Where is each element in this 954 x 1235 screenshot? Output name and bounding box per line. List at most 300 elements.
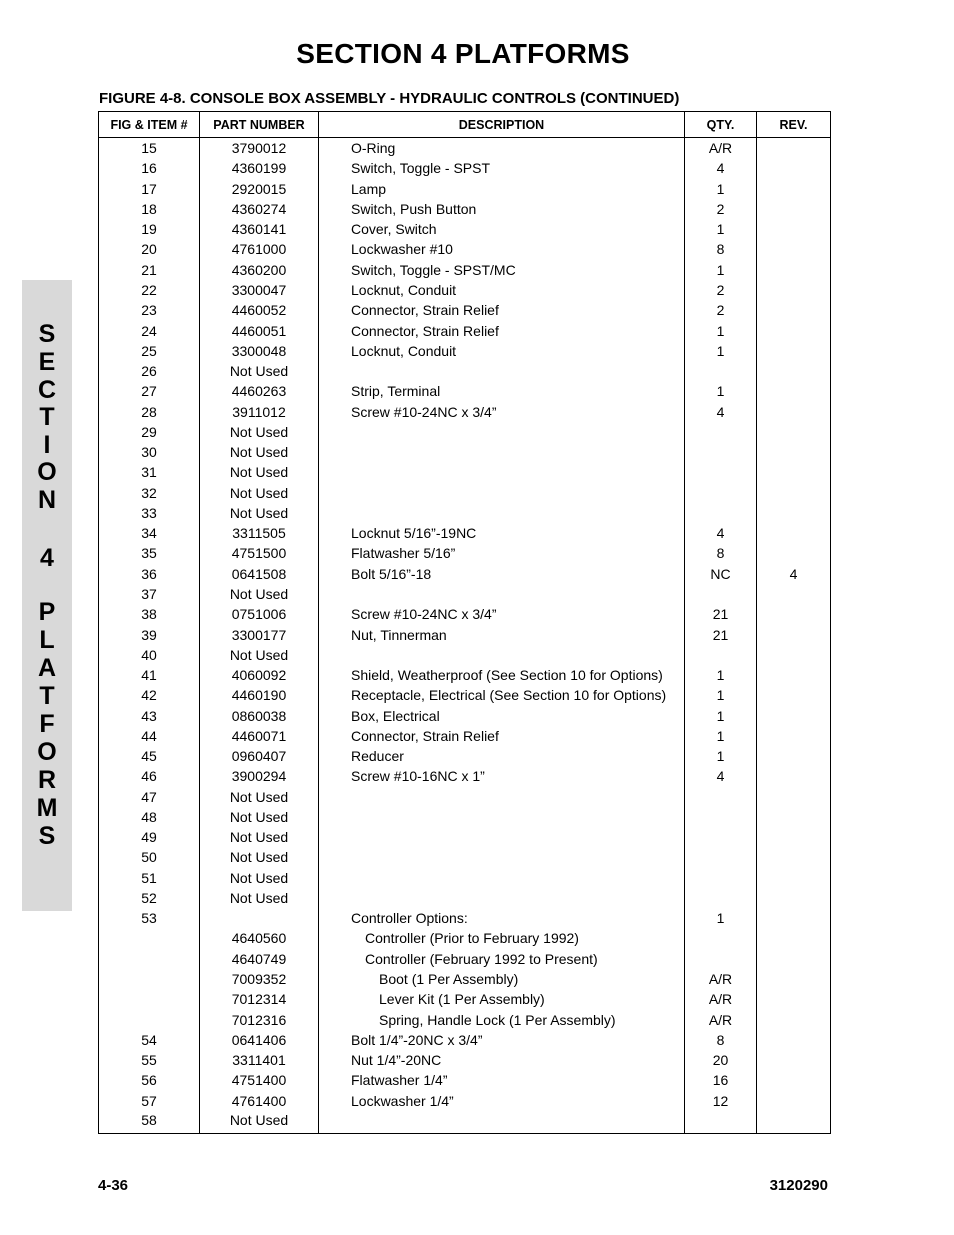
cell-description [319,888,685,908]
cell-fig-item: 58 [99,1111,200,1134]
cell-qty: A/R [685,989,757,1009]
cell-rev [757,138,831,159]
cell-qty: 1 [685,665,757,685]
cell-rev [757,422,831,442]
cell-description [319,868,685,888]
cell-rev [757,179,831,199]
cell-part-number: 4761400 [200,1090,319,1110]
cell-part-number: 7009352 [200,969,319,989]
cell-fig-item: 57 [99,1090,200,1110]
cell-part-number: 4460051 [200,320,319,340]
cell-description: Nut, Tinnerman [319,624,685,644]
cell-rev [757,584,831,604]
cell-rev [757,1090,831,1110]
cell-part-number: 0641406 [200,1030,319,1050]
cell-rev [757,483,831,503]
cell-rev [757,158,831,178]
cell-qty: 1 [685,179,757,199]
cell-qty: 4 [685,766,757,786]
header-description: DESCRIPTION [319,112,685,138]
cell-description: Screw #10-24NC x 3/4” [319,401,685,421]
cell-part-number: Not Used [200,787,319,807]
cell-description [319,847,685,867]
cell-qty: 1 [685,341,757,361]
cell-fig-item: 39 [99,624,200,644]
table-row [99,624,831,644]
cell-part-number: Not Used [200,442,319,462]
cell-fig-item [99,989,200,1009]
cell-qty: 1 [685,685,757,705]
cell-rev [757,401,831,421]
cell-fig-item: 24 [99,320,200,340]
cell-qty: 21 [685,624,757,644]
cell-description: Screw #10-24NC x 3/4” [319,604,685,624]
cell-part-number: Not Used [200,645,319,665]
cell-description: Screw #10-16NC x 1” [319,766,685,786]
cell-description: Flatwasher 1/4” [319,1070,685,1090]
cell-part-number: Not Used [200,807,319,827]
cell-qty: 1 [685,381,757,401]
cell-qty [685,928,757,948]
cell-fig-item: 16 [99,158,200,178]
cell-part-number: 4360274 [200,199,319,219]
table-row [99,320,831,340]
cell-part-number: 0641508 [200,564,319,584]
cell-description: Lamp [319,179,685,199]
cell-rev [757,807,831,827]
table-row [99,1030,831,1050]
table-row [99,179,831,199]
cell-part-number: 4761000 [200,239,319,259]
cell-part-number: 3911012 [200,401,319,421]
cell-part-number: 4460190 [200,685,319,705]
cell-rev [757,847,831,867]
side-tab-letter: N [37,486,57,514]
table-row [99,1009,831,1029]
cell-part-number: 7012314 [200,989,319,1009]
cell-fig-item: 44 [99,726,200,746]
cell-qty: 2 [685,300,757,320]
cell-fig-item: 35 [99,543,200,563]
cell-description: Controller (Prior to February 1992) [319,928,685,948]
cell-rev [757,523,831,543]
cell-qty [685,361,757,381]
cell-qty: 8 [685,543,757,563]
cell-fig-item: 53 [99,908,200,928]
cell-qty: 1 [685,260,757,280]
cell-description: Lever Kit (1 Per Assembly) [319,989,685,1009]
side-tab-letter: P [38,598,56,626]
cell-description: O-Ring [319,138,685,159]
cell-qty [685,827,757,847]
cell-description [319,361,685,381]
table-row [99,665,831,685]
side-tab-letter: T [39,403,55,431]
side-tab-letter: S [38,320,56,348]
table-row [99,1090,831,1110]
cell-description [319,462,685,482]
cell-rev [757,604,831,624]
table-row [99,604,831,624]
table-row [99,787,831,807]
header-qty: QTY. [685,112,757,138]
cell-rev [757,827,831,847]
cell-fig-item: 28 [99,401,200,421]
cell-fig-item: 26 [99,361,200,381]
side-tab-letter: 4 [40,544,54,572]
table-row [99,239,831,259]
cell-description [319,807,685,827]
cell-fig-item: 43 [99,705,200,725]
cell-qty [685,807,757,827]
cell-fig-item: 21 [99,260,200,280]
table-row [99,543,831,563]
cell-part-number: 4360200 [200,260,319,280]
cell-fig-item: 25 [99,341,200,361]
cell-rev [757,665,831,685]
cell-qty: 2 [685,280,757,300]
cell-rev [757,888,831,908]
cell-rev [757,503,831,523]
cell-description [319,787,685,807]
cell-qty: 4 [685,523,757,543]
cell-qty [685,422,757,442]
header-fig-item: FIG & ITEM # [99,112,200,138]
table-row [99,138,831,159]
table-row [99,705,831,725]
table-row [99,888,831,908]
figure-title: FIGURE 4-8. CONSOLE BOX ASSEMBLY - HYDRAULIC CONTROLS (CONTINUED) [99,90,680,107]
side-tab-letter: F [39,710,55,738]
cell-fig-item: 38 [99,604,200,624]
cell-part-number: 3300048 [200,341,319,361]
cell-rev [757,1030,831,1050]
cell-qty: 1 [685,219,757,239]
cell-qty [685,442,757,462]
cell-description [319,827,685,847]
cell-rev [757,361,831,381]
cell-qty [685,787,757,807]
cell-part-number: 4640749 [200,949,319,969]
side-tab-letter: A [37,654,57,682]
cell-fig-item: 48 [99,807,200,827]
cell-part-number: 3311505 [200,523,319,543]
cell-fig-item: 17 [99,179,200,199]
cell-part-number: Not Used [200,483,319,503]
cell-rev [757,624,831,644]
cell-part-number: Not Used [200,422,319,442]
table-row [99,989,831,1009]
cell-rev [757,239,831,259]
cell-qty [685,888,757,908]
cell-part-number: 4360141 [200,219,319,239]
cell-fig-item: 23 [99,300,200,320]
table-row [99,746,831,766]
cell-fig-item: 41 [99,665,200,685]
side-tab-letter: O [37,458,57,486]
cell-qty [685,949,757,969]
cell-part-number [200,908,319,928]
cell-description: Bolt 1/4”-20NC x 3/4” [319,1030,685,1050]
cell-fig-item: 50 [99,847,200,867]
table-row [99,726,831,746]
cell-fig-item: 34 [99,523,200,543]
cell-part-number: Not Used [200,1111,319,1134]
table-row [99,564,831,584]
cell-part-number: 3300047 [200,280,319,300]
cell-part-number: Not Used [200,868,319,888]
cell-part-number: Not Used [200,503,319,523]
cell-fig-item: 22 [99,280,200,300]
cell-description: Locknut, Conduit [319,341,685,361]
table-row [99,199,831,219]
cell-fig-item [99,928,200,948]
cell-fig-item: 46 [99,766,200,786]
cell-description [319,442,685,462]
cell-part-number: 0860038 [200,705,319,725]
cell-part-number: 3311401 [200,1050,319,1070]
table-row [99,685,831,705]
cell-fig-item: 47 [99,787,200,807]
cell-part-number: 0960407 [200,746,319,766]
cell-description: Switch, Push Button [319,199,685,219]
cell-fig-item: 32 [99,483,200,503]
cell-description: Spring, Handle Lock (1 Per Assembly) [319,1009,685,1029]
cell-fig-item: 42 [99,685,200,705]
table-row [99,280,831,300]
cell-part-number: 4460263 [200,381,319,401]
cell-rev [757,300,831,320]
table-row [99,300,831,320]
cell-rev [757,462,831,482]
cell-qty: 20 [685,1050,757,1070]
cell-part-number: 2920015 [200,179,319,199]
table-row [99,1050,831,1070]
cell-description: Reducer [319,746,685,766]
cell-part-number: 3790012 [200,138,319,159]
table-row [99,847,831,867]
cell-rev [757,381,831,401]
table-row [99,1111,831,1134]
table-row [99,462,831,482]
table-row [99,361,831,381]
table-row [99,928,831,948]
cell-fig-item: 33 [99,503,200,523]
cell-part-number: Not Used [200,827,319,847]
cell-qty: 16 [685,1070,757,1090]
cell-qty: 4 [685,158,757,178]
cell-rev [757,219,831,239]
table-row [99,158,831,178]
cell-part-number: 4460071 [200,726,319,746]
cell-rev [757,969,831,989]
cell-description: Switch, Toggle - SPST/MC [319,260,685,280]
side-tab-letter: R [37,766,57,794]
cell-rev [757,726,831,746]
cell-rev [757,1050,831,1070]
cell-description: Lockwasher #10 [319,239,685,259]
side-tab-letter: L [39,626,55,654]
cell-fig-item: 20 [99,239,200,259]
cell-qty: 1 [685,746,757,766]
side-tab-letter: M [36,794,58,822]
cell-rev [757,949,831,969]
document-number: 3120290 [769,1177,828,1194]
cell-part-number: 4460052 [200,300,319,320]
cell-qty: 1 [685,705,757,725]
side-tab-letter: T [39,682,55,710]
cell-fig-item: 37 [99,584,200,604]
cell-description: Shield, Weatherproof (See Section 10 for Options) [319,665,685,685]
cell-fig-item [99,969,200,989]
cell-description [319,645,685,665]
cell-description: Connector, Strain Relief [319,726,685,746]
cell-description: Controller (February 1992 to Present) [319,949,685,969]
cell-qty: 8 [685,239,757,259]
table-row [99,401,831,421]
cell-fig-item: 27 [99,381,200,401]
cell-description: Lockwasher 1/4” [319,1090,685,1110]
cell-rev [757,787,831,807]
cell-description: Strip, Terminal [319,381,685,401]
cell-fig-item: 19 [99,219,200,239]
cell-part-number: 4360199 [200,158,319,178]
table-row [99,807,831,827]
cell-description [319,503,685,523]
cell-qty: 12 [685,1090,757,1110]
cell-part-number: 4640560 [200,928,319,948]
cell-qty [685,847,757,867]
side-tab-letter: C [37,376,57,404]
cell-description: Flatwasher 5/16” [319,543,685,563]
cell-rev [757,1111,831,1134]
header-part-number: PART NUMBER [200,112,319,138]
table-row [99,442,831,462]
side-tab-letter: I [43,431,51,459]
cell-qty: 8 [685,1030,757,1050]
cell-fig-item: 54 [99,1030,200,1050]
cell-rev: 4 [757,564,831,584]
cell-fig-item: 45 [99,746,200,766]
table-row [99,260,831,280]
cell-qty: A/R [685,138,757,159]
cell-qty [685,483,757,503]
cell-fig-item: 49 [99,827,200,847]
cell-fig-item: 18 [99,199,200,219]
cell-fig-item: 40 [99,645,200,665]
cell-qty: 21 [685,604,757,624]
table-row [99,949,831,969]
table-row [99,969,831,989]
cell-part-number: 3300177 [200,624,319,644]
cell-part-number: Not Used [200,888,319,908]
cell-fig-item: 36 [99,564,200,584]
cell-fig-item: 55 [99,1050,200,1070]
cell-rev [757,543,831,563]
cell-rev [757,260,831,280]
table-row [99,1070,831,1090]
table-row [99,523,831,543]
cell-description [319,422,685,442]
cell-part-number: 4060092 [200,665,319,685]
table-row [99,645,831,665]
cell-rev [757,908,831,928]
cell-qty: NC [685,564,757,584]
cell-description: Connector, Strain Relief [319,320,685,340]
cell-description: Controller Options: [319,908,685,928]
cell-rev [757,645,831,665]
cell-part-number: Not Used [200,847,319,867]
cell-qty: A/R [685,969,757,989]
cell-description: Receptacle, Electrical (See Section 10 for Options) [319,685,685,705]
cell-rev [757,341,831,361]
cell-qty [685,645,757,665]
cell-description: Bolt 5/16”-18 [319,564,685,584]
table-row [99,483,831,503]
cell-fig-item: 30 [99,442,200,462]
cell-fig-item: 51 [99,868,200,888]
section-side-tab [22,280,72,911]
cell-rev [757,1009,831,1029]
cell-part-number: 7012316 [200,1009,319,1029]
cell-description [319,584,685,604]
cell-part-number: Not Used [200,584,319,604]
cell-rev [757,685,831,705]
cell-fig-item: 31 [99,462,200,482]
cell-part-number: Not Used [200,361,319,381]
cell-rev [757,280,831,300]
cell-rev [757,868,831,888]
cell-fig-item [99,1009,200,1029]
table-row [99,827,831,847]
table-row [99,422,831,442]
side-tab-letter: S [38,822,56,850]
cell-qty [685,868,757,888]
cell-rev [757,705,831,725]
cell-description: Locknut, Conduit [319,280,685,300]
cell-description: Box, Electrical [319,705,685,725]
side-tab-letter: O [37,738,57,766]
header-rev: REV. [757,112,831,138]
cell-rev [757,928,831,948]
cell-qty: 4 [685,401,757,421]
cell-fig-item: 56 [99,1070,200,1090]
side-tab-letter: E [38,348,56,376]
table-row [99,503,831,523]
cell-qty [685,1111,757,1134]
cell-description: Cover, Switch [319,219,685,239]
cell-description: Connector, Strain Relief [319,300,685,320]
cell-description: Switch, Toggle - SPST [319,158,685,178]
cell-part-number: 4751400 [200,1070,319,1090]
table-row [99,341,831,361]
cell-rev [757,989,831,1009]
cell-description: Nut 1/4”-20NC [319,1050,685,1070]
parts-table [98,111,831,1134]
cell-qty: 2 [685,199,757,219]
table-row [99,219,831,239]
cell-part-number: 4751500 [200,543,319,563]
cell-qty: 1 [685,726,757,746]
cell-description [319,483,685,503]
cell-rev [757,766,831,786]
cell-fig-item [99,949,200,969]
cell-fig-item: 15 [99,138,200,159]
cell-qty: 1 [685,320,757,340]
cell-fig-item: 29 [99,422,200,442]
table-row [99,584,831,604]
table-header-row [99,112,831,138]
